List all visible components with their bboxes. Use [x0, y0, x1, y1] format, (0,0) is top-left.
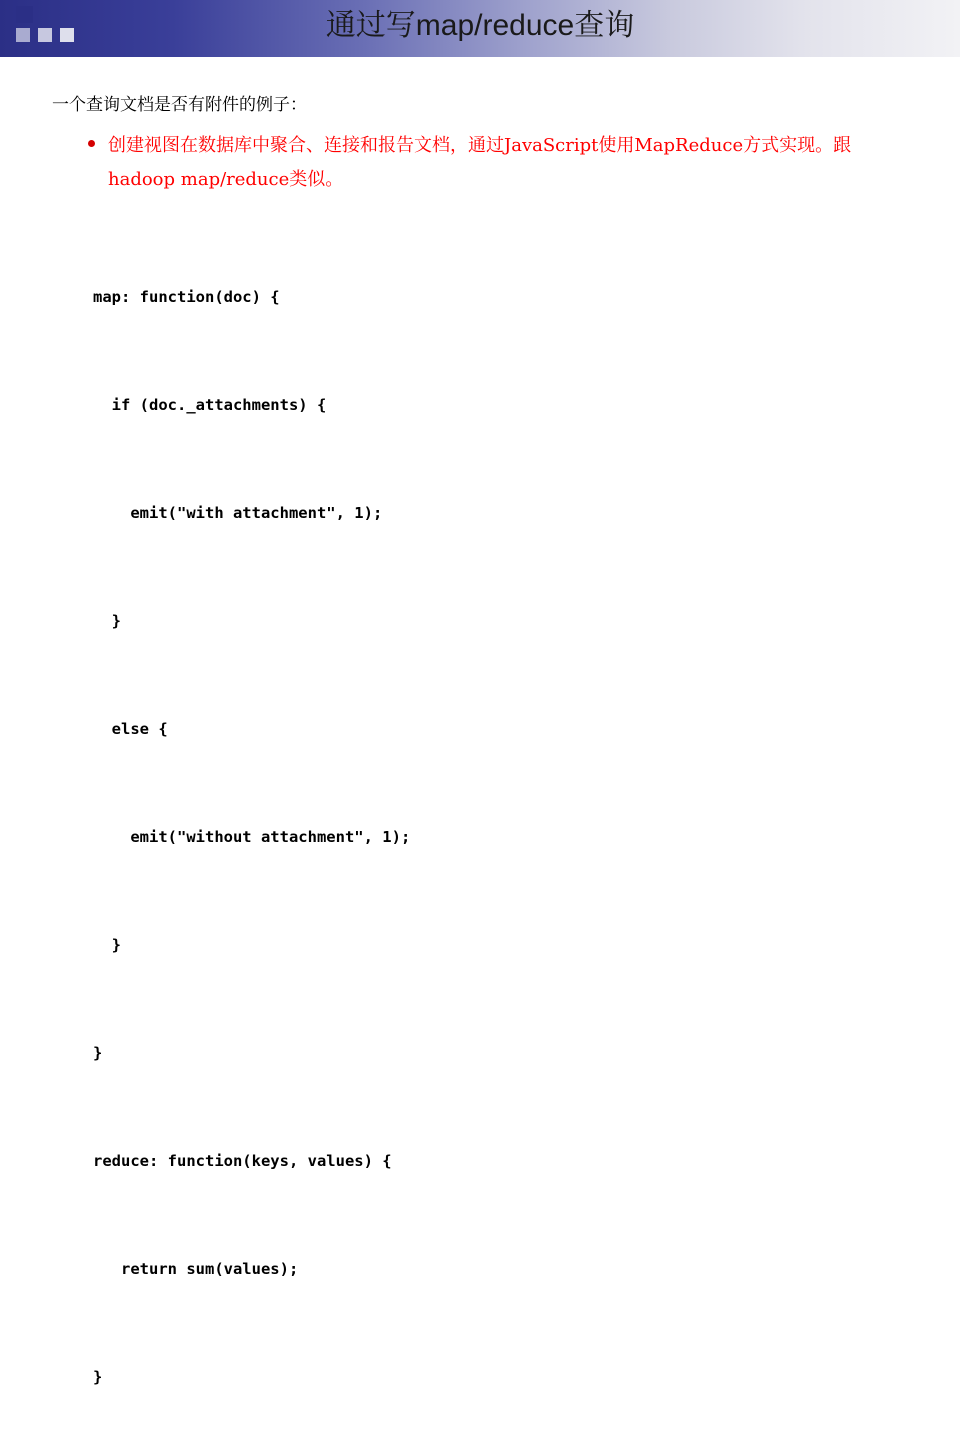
title-band: [0, 0, 960, 57]
code-line: }: [93, 612, 121, 630]
code-line: }: [93, 936, 121, 954]
code-line: emit("with attachment", 1);: [93, 504, 383, 522]
bullet-item: [88, 129, 868, 197]
slide-body: [0, 57, 960, 1386]
code-line: }: [93, 1044, 103, 1062]
code-line: emit("without attachment", 1);: [93, 828, 411, 846]
bullet-item-label: 创建视图在数据库中聚合、连接和报告文档，通过JavaScript使用MapReduce方式实现。跟hadoop map/reduce类似。: [108, 135, 852, 190]
code-block: [93, 207, 410, 1440]
code-line: reduce: function(keys, values) {: [93, 1152, 392, 1170]
code-line: }: [93, 1368, 103, 1386]
bullet-dot-icon: [88, 140, 95, 147]
code-line: if (doc._attachments) {: [93, 396, 327, 414]
lead-paragraph: 一个查询文档是否有附件的例子：: [52, 95, 307, 115]
page-title: 通过写map/reduce查询: [325, 9, 635, 42]
code-line: else {: [93, 720, 168, 738]
code-line: map: function(doc) {: [93, 288, 280, 306]
code-line: return sum(values);: [93, 1260, 299, 1278]
